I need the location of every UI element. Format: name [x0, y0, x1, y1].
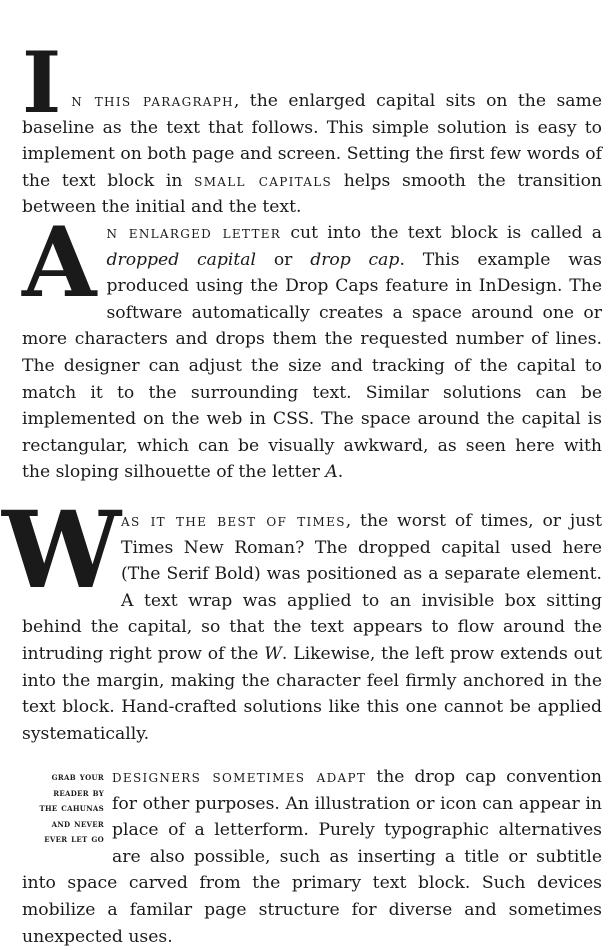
drop-cap-initial: A	[22, 206, 97, 319]
small-caps-phrase: small capitals	[194, 170, 333, 191]
paragraph-drop-cap	[22, 206, 603, 486]
inset-title-line: the cahunas	[39, 803, 104, 814]
inset-title-line: grab your	[51, 772, 104, 783]
paragraph-raised-cap	[22, 33, 603, 221]
lead-in-small-caps: as it the best of times	[121, 511, 346, 531]
lead-in-small-caps: n enlarged letter	[106, 223, 282, 243]
inset-title-line: and never	[51, 818, 104, 830]
paragraph-text: . Likewise, the left prow extends out into the margin, making the character feel firmly anchored in the text block. Hand-crafted solutions like this one cannot be applied systematically.	[22, 643, 602, 744]
raised-initial: I	[22, 33, 62, 132]
italic-letter: A	[325, 462, 338, 483]
italic-term: drop cap	[310, 249, 400, 270]
hung-initial: W	[2, 487, 118, 612]
italic-term: dropped capital	[106, 249, 257, 270]
paragraph-title-inset	[22, 764, 602, 950]
paragraph-text: cut into the text block is called a	[281, 223, 603, 243]
lead-in-small-caps: designers sometimes adapt	[112, 767, 367, 787]
inset-title-line: reader by	[53, 787, 104, 799]
paragraph-text: the drop cap convention for other purposes. An illustration or icon can appear in place of a letterform. Purely typographic alternatives are also possible, such as inserting a title or subtitle into space carved from the primary text block. Such devices mobilize a familar page structure for diverse and sometimes unexpected uses.	[22, 767, 603, 947]
lead-in-small-caps: n this paragraph	[71, 91, 234, 111]
paragraph-text: .	[337, 462, 344, 483]
paragraph-text: , the worst of times, or just Times New Roman? The dropped capital used here (The Serif Bold) was positioned as a separate element. A text wrap was applied to an invisible box sitting behind the capital, so that the text appears to flow around the intruding right prow of the	[22, 511, 602, 664]
paragraph-text-tail: helps smooth the transition between the initial and the text.	[22, 170, 602, 218]
inset-title-line: ever let go	[44, 834, 104, 845]
paragraph-text: . This example was produced using the Drop Caps feature in InDesign. The software automatically creates a space around one or more characters and drops them the requested number of lines. The designer can adjust the size and tracking of the capital to match it to the surrounding text. Similar solutions can be implemented on the web in CSS. The space around the capital is rectangular, which can be visually awkward, as seen here with the sloping silhouette of the letter	[22, 249, 602, 483]
inset-title	[22, 770, 104, 848]
paragraph-text: or	[256, 249, 311, 270]
paragraph-text: , the enlarged capital sits on the same baseline as the text that follows. This simple solution is easy to implement on both page and screen. Setting the first few words of the text block in	[22, 91, 603, 191]
italic-letter: W	[264, 643, 282, 664]
paragraph-hung-cap	[2, 487, 602, 747]
